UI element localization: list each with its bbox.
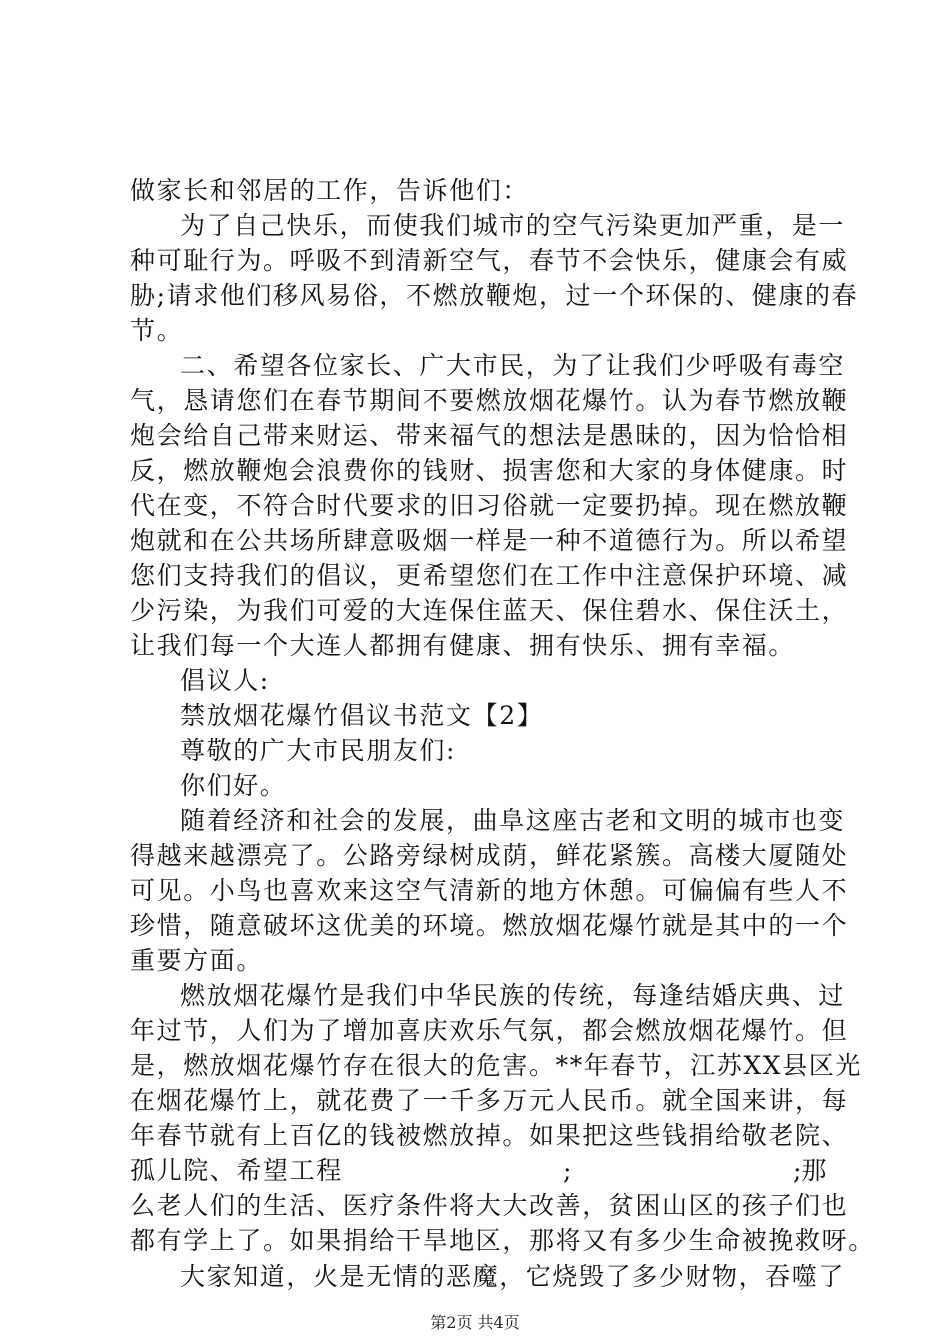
text-line: 珍惜，随意破坏这优美的环境。燃放烟花爆竹就是其中的一个	[130, 911, 849, 940]
section-heading: 禁放烟花爆竹倡议书范文【2】	[180, 701, 544, 730]
text-line: 让我们每一个大连人都拥有健康、拥有快乐、拥有幸福。	[130, 631, 796, 660]
greeting: 你们好。	[180, 771, 287, 800]
semicolon-mark: ;	[563, 1156, 572, 1185]
text-line: 气，恳请您们在春节期间不要燃放烟花爆竹。认为春节燃放鞭	[130, 386, 849, 415]
text-line: 是，燃放烟花爆竹存在很大的危害。**年春节，江苏XX县区光	[130, 1051, 862, 1080]
semicolon-mark: ;那	[793, 1156, 827, 1185]
text-line: 燃放烟花爆竹是我们中华民族的传统，每逢结婚庆典、过	[180, 981, 846, 1010]
text-line: 炮会给自己带来财运、带来福气的想法是愚昧的，因为恰恰相	[130, 421, 849, 450]
text-line: 孤儿院、希望工程	[130, 1156, 343, 1185]
text-line: 种可耻行为。呼吸不到清新空气，春节不会快乐，健康会有威	[130, 246, 849, 275]
text-line: 可见。小鸟也喜欢来这空气清新的地方休憩。可偏偏有些人不	[130, 876, 849, 905]
text-line: 年春节就有上百亿的钱被燃放掉。如果把这些钱捐给敬老院、	[130, 1121, 849, 1150]
text-line: 为了自己快乐，而使我们城市的空气污染更加严重，是一	[180, 211, 846, 240]
text-line: 二、希望各位家长、广大市民，为了让我们少呼吸有毒空	[180, 351, 846, 380]
text-line: 节。	[130, 316, 184, 345]
text-line: 随着经济和社会的发展，曲阜这座古老和文明的城市也变	[180, 806, 846, 835]
text-line-31: 大家知道，火是无情的恶魔，它烧毁了多少财物，吞噬了	[180, 1262, 846, 1291]
text-line: 您们支持我们的倡议，更希望您们在工作中注意保护环境、减	[130, 561, 849, 590]
text-line: 重要方面。	[130, 946, 264, 975]
salutation: 尊敬的广大市民朋友们:	[180, 736, 457, 765]
text-line: 得越来越漂亮了。公路旁绿树成荫，鲜花紧簇。高楼大厦随处	[130, 841, 849, 870]
text-line: 做家长和邻居的工作，告诉他们：	[130, 176, 530, 205]
text-line: 反，燃放鞭炮会浪费你的钱财、损害您和大家的身体健康。时	[130, 456, 849, 485]
text-line-30: 都有学上了。如果捐给干旱地区，那将又有多少生命被挽救呀。	[130, 1226, 875, 1255]
text-line: 胁;请求他们移风易俗，不燃放鞭炮，过一个环保的、健康的春	[130, 281, 859, 310]
text-line: 年过节，人们为了增加喜庆欢乐气氛，都会燃放烟花爆竹。但	[130, 1016, 849, 1045]
text-line: 少污染，为我们可爱的大连保住蓝天、保住碧水、保住沃土，	[130, 596, 849, 625]
text-line: 代在变，不符合时代要求的旧习俗就一定要扔掉。现在燃放鞭	[130, 491, 849, 520]
text-line: 在烟花爆竹上，就花费了一千多万元人民币。就全国来讲，每	[130, 1086, 849, 1115]
page-number: 第2页 共4页	[430, 1313, 520, 1332]
text-line: 么老人们的生活、医疗条件将大大改善，贫困山区的孩子们也	[130, 1191, 849, 1220]
text-line: 倡议人:	[180, 666, 270, 695]
text-line: 炮就和在公共场所肆意吸烟一样是一种不道德行为。所以希望	[130, 526, 849, 555]
